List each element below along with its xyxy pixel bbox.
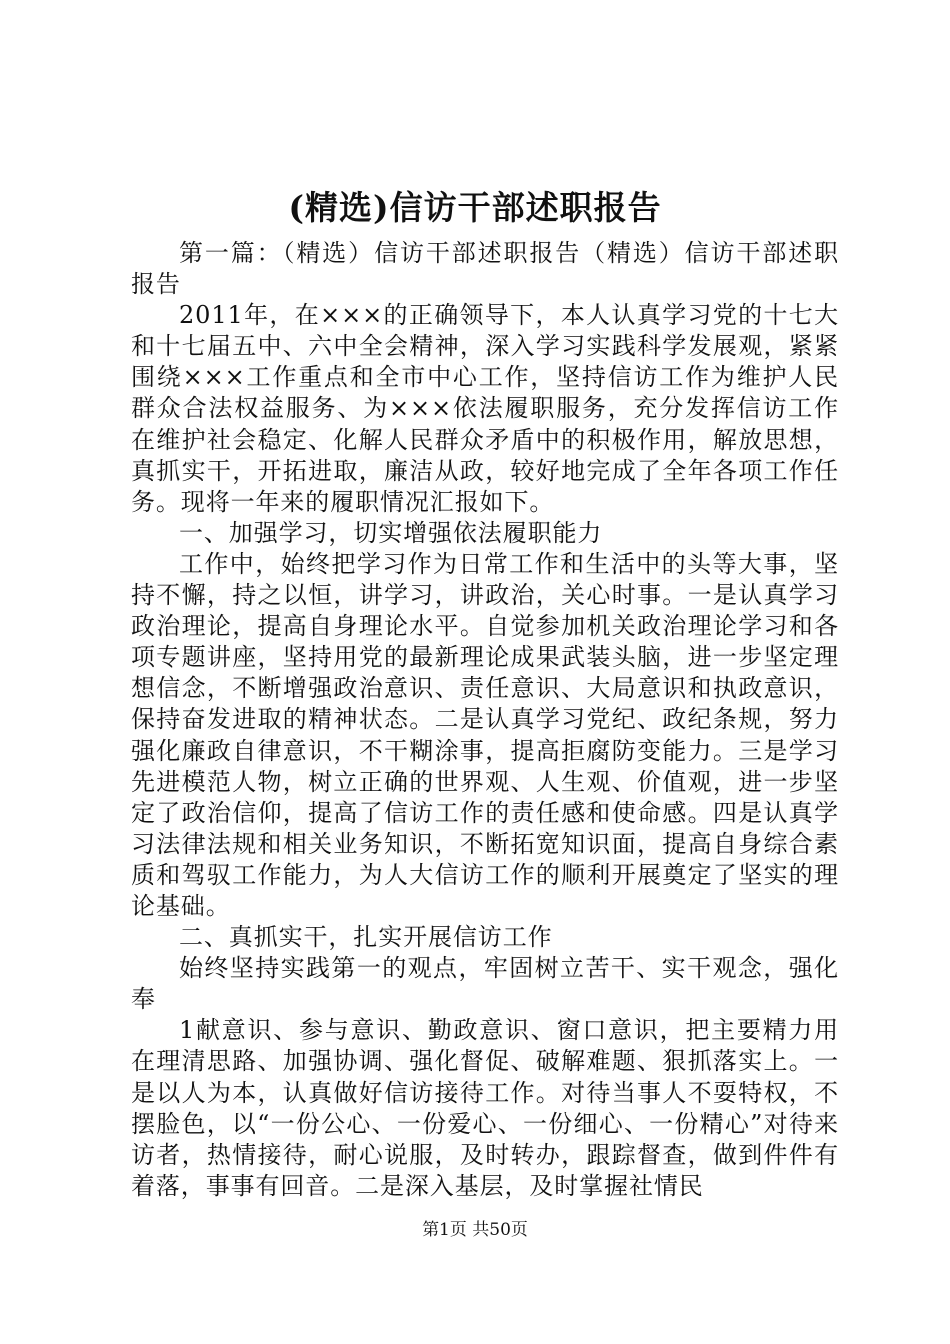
document-body — [131, 238, 839, 1202]
document-title: (精选)信访干部述职报告 — [288, 188, 662, 227]
paragraph-reception: 1献意识、参与意识、勤政意识、窗口意识，把主要精力用在理清思路、加强协调、强化督促、破解难题、狠抓落实上。一是以人为本，认真做好信访接待工作。对待当事人不耍特权，不摆脸色，以“一份公心、一份爱心、一份细心、一份精心”对待来访者，热情接待，耐心说服，及时转办，跟踪督查，做到件件有着落，事事有回音。二是深入基层，及时掌握社情民 — [131, 1016, 839, 1200]
paragraph-practice: 始终坚持实践第一的观点，牢固树立苦干、实干观念，强化奉 — [131, 954, 839, 1014]
page-number-footer: 第1页 共50页 — [422, 1220, 528, 1240]
paragraph-heading-part-one: 第一篇：（精选）信访干部述职报告（精选）信访干部述职报告 — [131, 239, 839, 299]
section-heading-work: 二、真抓实干，扎实开展信访工作 — [179, 923, 553, 952]
paragraph-intro: 2011年，在×××的正确领导下，本人认真学习党的十七大和十七届五中、六中全会精神，深入学习实践科学发展观，紧紧围绕×××工作重点和全市中心工作，坚持信访工作为维护人民群众合法权益服务、为×××依法履职服务，充分发挥信访工作在维护社会稳定、化解人民群众矛盾中的积极作用，解放思想，真抓实干，开拓进取，廉洁从政，较好地完成了全年各项工作任务。现将一年来的履职情况汇报如下。 — [131, 301, 839, 516]
section-heading-study: 一、加强学习，切实增强依法履职能力 — [179, 518, 603, 547]
paragraph-study: 工作中，始终把学习作为日常工作和生活中的头等大事，坚持不懈，持之以恒，讲学习，讲政治，关心时事。一是认真学习政治理论，提高自身理论水平。自觉参加机关政治理论学习和各项专题讲座，坚持用党的最新理论成果武装头脑，进一步坚定理想信念，不断增强政治意识、责任意识、大局意识和执政意识，保持奋发进取的精神状态。二是认真学习党纪、政纪条规，努力强化廉政自律意识，不干糊涂事，提高拒腐防变能力。三是学习先进模范人物，树立正确的世界观、人生观、价值观，进一步坚定了政治信仰，提高了信访工作的责任感和使命感。四是认真学习法律法规和相关业务知识，不断拓宽知识面，提高自身综合素质和驾驭工作能力，为人大信访工作的顺利开展奠定了坚实的理论基础。 — [131, 549, 839, 920]
